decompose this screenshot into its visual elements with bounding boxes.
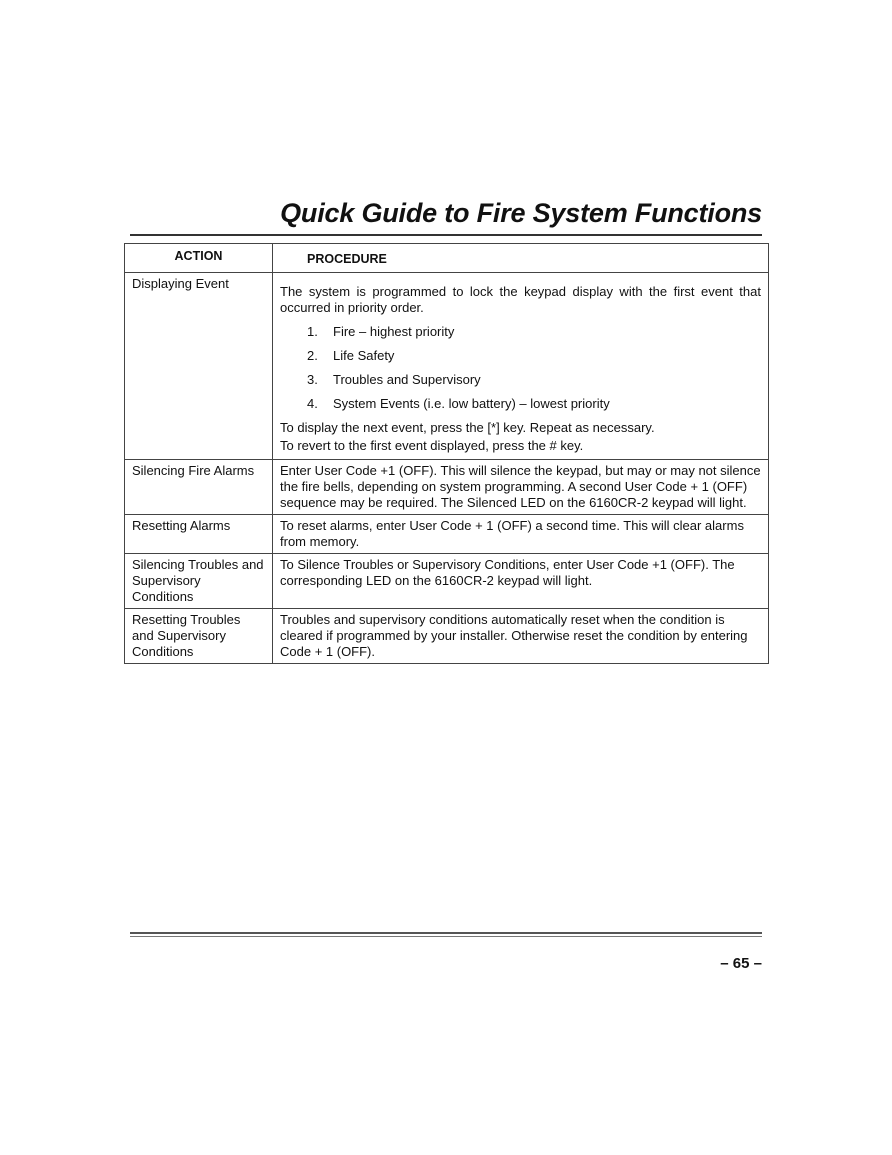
procedure-cell: To Silence Troubles or Supervisory Conditions, enter User Code +1 (OFF). The corresponding LED on the 6160CR-2 keypad will light. — [273, 554, 769, 609]
procedure-cell: Enter User Code +1 (OFF). This will silence the keypad, but may or may not silence the fire bells, depending on system programming. A second User Code + 1 (OFF) sequence may be required. The Silenced LED on the 6160CR-2 keypad will light. — [273, 460, 769, 515]
list-text: Life Safety — [333, 348, 395, 363]
footer-rule-thin — [130, 936, 762, 937]
table-row — [125, 515, 769, 554]
title-rule — [130, 234, 762, 236]
header-action: ACTION — [125, 244, 273, 273]
action-cell: Resetting Troubles and Supervisory Conditions — [125, 609, 273, 664]
procedure-intro: The system is programmed to lock the keypad display with the first event that occurred in priority order. — [280, 284, 761, 315]
list-item — [280, 324, 761, 340]
list-number: 2. — [307, 348, 318, 363]
list-number: 3. — [307, 372, 318, 387]
list-item — [280, 348, 761, 364]
table-row — [125, 609, 769, 664]
fire-functions-table — [124, 243, 769, 664]
list-item — [280, 396, 761, 412]
action-cell: Displaying Event — [125, 273, 273, 460]
list-number: 1. — [307, 324, 318, 339]
action-cell: Silencing Fire Alarms — [125, 460, 273, 515]
list-item — [280, 372, 761, 388]
procedure-note: To revert to the first event displayed, press the # key. — [280, 438, 584, 453]
page-number: – 65 – — [720, 955, 762, 972]
table-header-row — [125, 244, 769, 273]
list-text: Fire – highest priority — [333, 324, 455, 339]
action-cell: Resetting Alarms — [125, 515, 273, 554]
procedure-note: To display the next event, press the [*] key. Repeat as necessary. — [280, 420, 655, 435]
page-title: Quick Guide to Fire System Functions — [280, 198, 762, 228]
list-text: System Events (i.e. low battery) – lowest priority — [333, 396, 610, 411]
header-procedure: PROCEDURE — [273, 244, 769, 273]
table-row — [125, 460, 769, 515]
footer-rule — [130, 932, 762, 934]
priority-list — [280, 324, 761, 412]
action-cell: Silencing Troubles and Supervisory Conditions — [125, 554, 273, 609]
procedure-cell: To reset alarms, enter User Code + 1 (OFF) a second time. This will clear alarms from memory. — [273, 515, 769, 554]
procedure-cell: Troubles and supervisory conditions automatically reset when the condition is cleared if programmed by your installer. Otherwise reset the condition by entering Code + 1 (OFF). — [273, 609, 769, 664]
table-row — [125, 273, 769, 460]
list-number: 4. — [307, 396, 318, 411]
table-row — [125, 554, 769, 609]
list-text: Troubles and Supervisory — [333, 372, 481, 387]
procedure-cell — [273, 273, 769, 460]
